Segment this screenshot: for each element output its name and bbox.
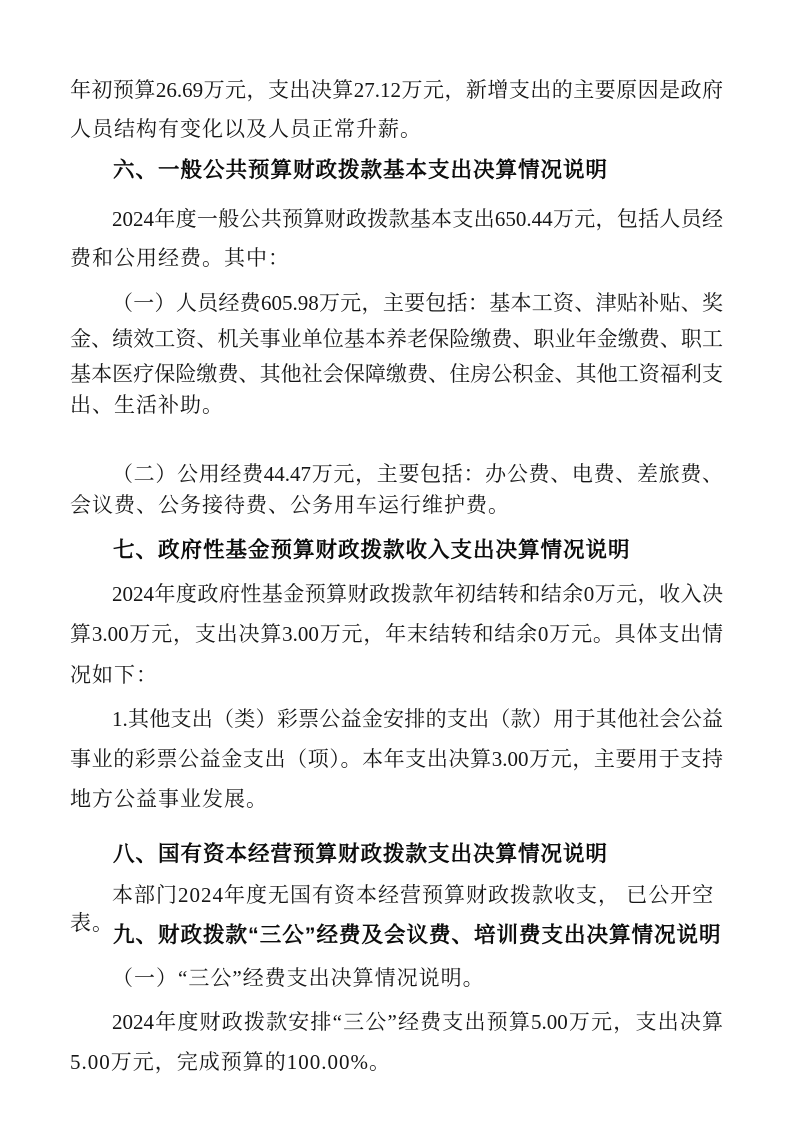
paragraph-line: （一）人员经费605.98万元，主要包括：基本工资、津贴补贴、奖 [112, 291, 723, 315]
paragraph-line: 人员结构有变化以及人员正常升薪。 [70, 117, 422, 141]
section-heading-6: 六、一般公共预算财政拨款基本支出决算情况说明 [113, 158, 609, 182]
paragraph-line: 2024年度政府性基金预算财政拨款年初结转和结余0万元，收入决 [112, 582, 723, 606]
paragraph-line: （二）公用经费44.47万元，主要包括：办公费、电费、差旅费、 [112, 462, 723, 486]
section-heading-9: 九、财政拨款“三公”经费及会议费、培训费支出决算情况说明 [113, 923, 722, 947]
paragraph-line: 1.其他支出（类）彩票公益金安排的支出（款）用于其他社会公益 [112, 707, 723, 731]
paragraph-line: 地方公益事业发展。 [70, 787, 268, 811]
paragraph-line: 基本医疗保险缴费、其他社会保障缴费、住房公积金、其他工资福利支 [70, 362, 723, 386]
paragraph-line: 出、生活补助。 [70, 393, 224, 417]
paragraph-line: 年初预算26.69万元，支出决算27.12万元，新增支出的主要原因是政府 [70, 78, 723, 102]
paragraph-line: （一）“三公”经费支出决算情况说明。 [112, 966, 485, 990]
paragraph-line: 5.00万元，完成预算的100.00%。 [70, 1050, 391, 1074]
section-heading-7: 七、政府性基金预算财政拨款收入支出决算情况说明 [113, 538, 631, 562]
paragraph-line: 况如下： [70, 663, 158, 687]
section-heading-8: 八、国有资本经营预算财政拨款支出决算情况说明 [113, 842, 609, 866]
paragraph-line: 会议费、公务接待费、公务用车运行维护费。 [70, 493, 510, 517]
paragraph-line: 2024年度一般公共预算财政拨款基本支出650.44万元，包括人员经 [112, 207, 723, 231]
paragraph-line: 本部门2024年度无国有资本经营预算财政拨款收支， 已公开空表。 [70, 883, 715, 935]
paragraph-line: 算3.00万元，支出决算3.00万元，年末结转和结余0万元。具体支出情 [70, 622, 723, 646]
paragraph-line: 费和公用经费。其中： [70, 246, 290, 270]
paragraph-line: 金、绩效工资、机关事业单位基本养老保险缴费、职业年金缴费、职工 [70, 327, 723, 351]
paragraph-line: 事业的彩票公益金支出（项）。本年支出决算3.00万元，主要用于支持 [70, 747, 723, 771]
paragraph-line: 2024年度财政拨款安排“三公”经费支出预算5.00万元，支出决算 [112, 1010, 723, 1034]
